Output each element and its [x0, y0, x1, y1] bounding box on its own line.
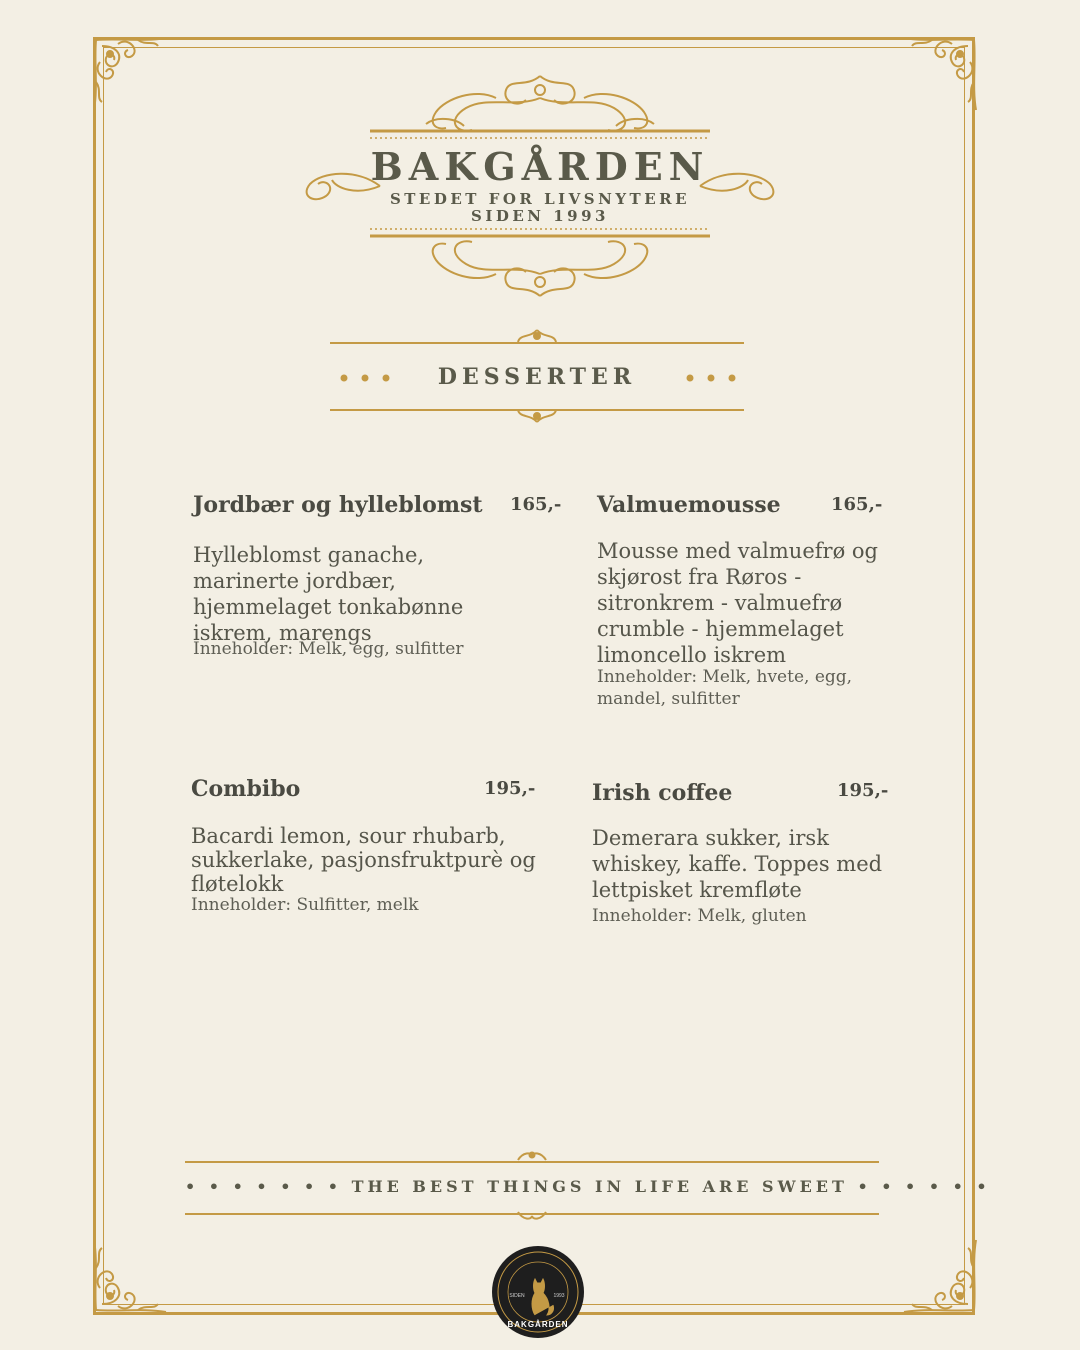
svg-text:BAKGÅRDEN: BAKGÅRDEN [507, 1320, 569, 1329]
brand-crest [296, 68, 784, 303]
brand-since: SIDEN 1993 [471, 207, 609, 225]
item-price: 165,- [510, 494, 562, 515]
svg-text:SIDEN: SIDEN [509, 1293, 525, 1299]
corner-ornament-top-left [88, 32, 178, 122]
svg-text:1993: 1993 [553, 1293, 565, 1299]
item-price: 195,- [484, 778, 536, 799]
brand-tagline: STEDET FOR LIVSNYTERE [389, 190, 691, 208]
item-name: Jordbær og hylleblomst [193, 492, 483, 518]
section-title: DESSERTER [437, 364, 637, 390]
menu-item [592, 780, 912, 940]
item-name: Valmuemousse [597, 492, 781, 518]
item-allergens: Inneholder: Melk, hvete, egg, mandel, sulfitter [597, 667, 853, 709]
item-price: 195,- [837, 780, 889, 801]
footer-banner [185, 1150, 991, 1220]
corner-ornament-top-right [892, 32, 982, 122]
item-description: Mousse med valmuefrø og skjørost fra Røros - sitronkrem - valmuefrø crumble - hjemmelaget limoncello iskrem [597, 539, 878, 667]
item-price: 165,- [831, 494, 883, 515]
item-name: Combibo [191, 776, 301, 802]
item-allergens: Inneholder: Sulfitter, melk [191, 895, 419, 915]
corner-ornament-bottom-left [88, 1228, 178, 1318]
corner-ornament-bottom-right [892, 1228, 982, 1318]
footer-slogan: • • • • • • • THE BEST THINGS IN LIFE ARE SWEET • • • • • • [185, 1177, 991, 1196]
menu-item [193, 492, 573, 722]
item-name: Irish coffee [592, 780, 733, 806]
brand-logo [491, 1245, 585, 1339]
section-banner [330, 328, 744, 424]
item-description: Hylleblomst ganache, marinerte jordbær, hjemmelaget tonkabønne iskrem, marengs [193, 543, 464, 645]
item-allergens: Inneholder: Melk, egg, sulfitter [193, 639, 464, 659]
menu-item [191, 776, 571, 936]
item-description: Demerara sukker, irsk whiskey, kaffe. Toppes med lettpisket kremfløte [592, 826, 883, 902]
item-allergens: Inneholder: Melk, gluten [592, 906, 807, 926]
menu-item [597, 492, 917, 722]
item-description: Bacardi lemon, sour rhubarb, sukkerlake, pasjonsfruktpurè og fløtelokk [191, 824, 536, 896]
brand-name: BAKGÅRDEN [370, 144, 710, 189]
